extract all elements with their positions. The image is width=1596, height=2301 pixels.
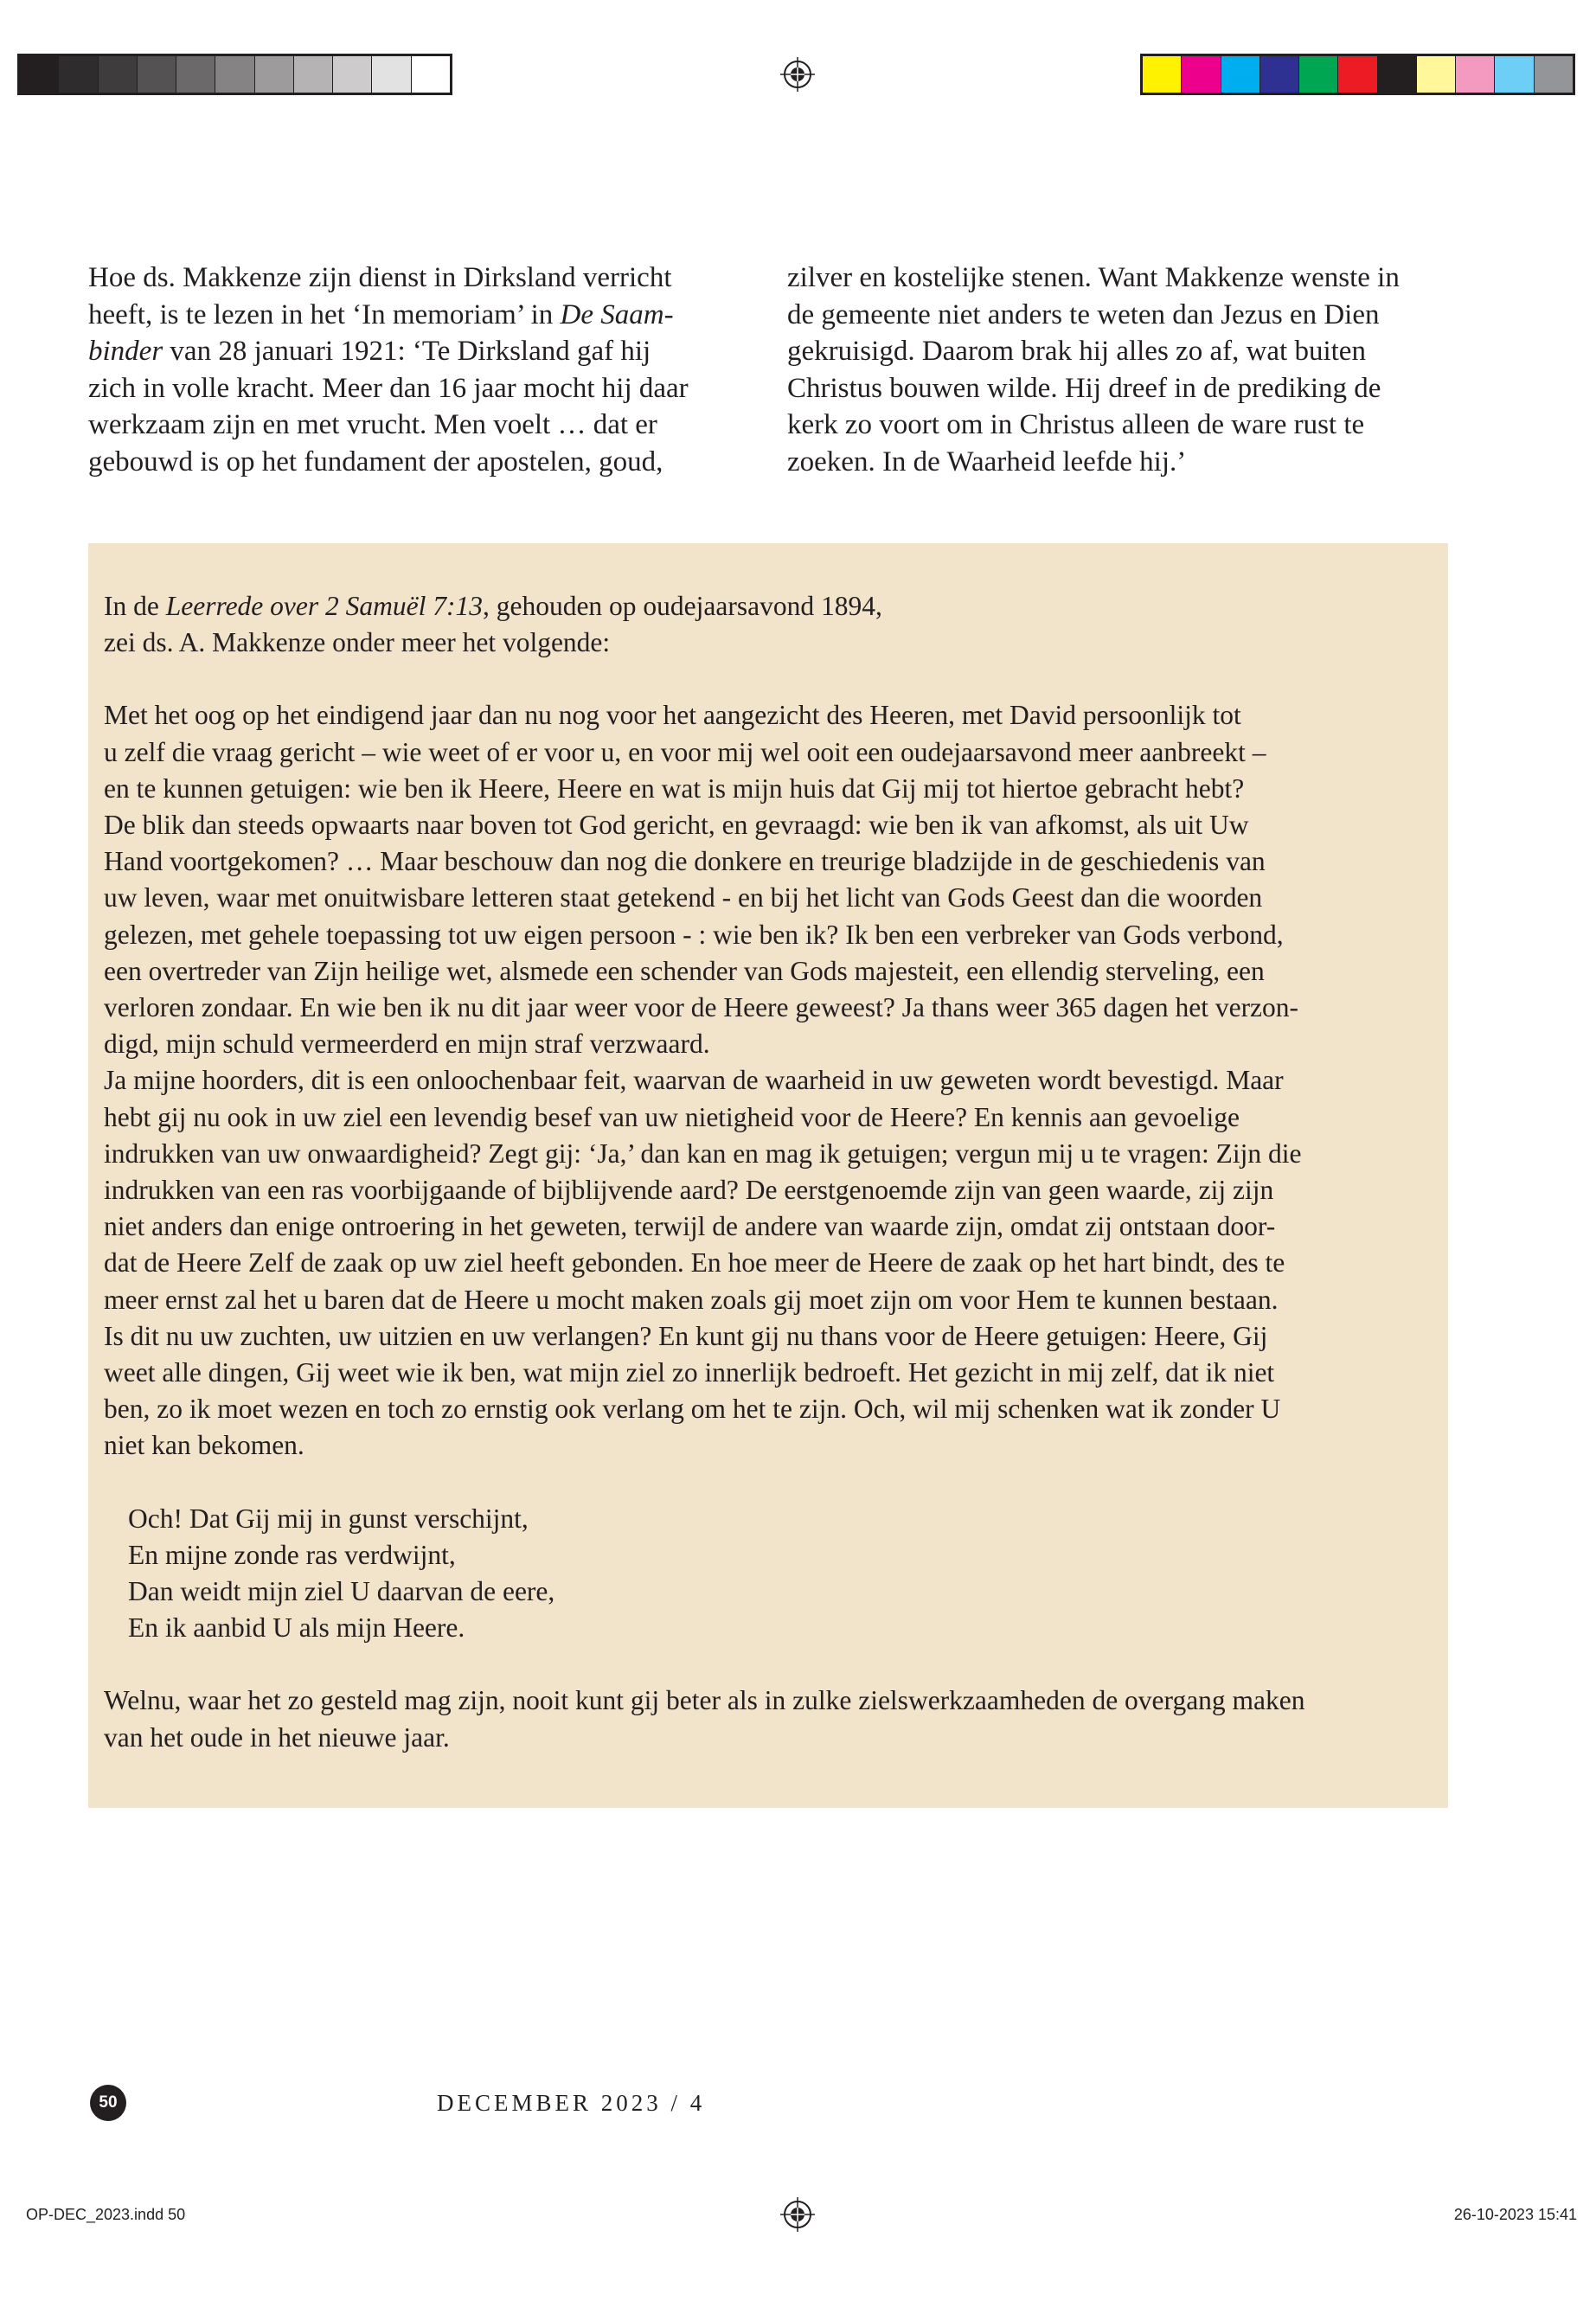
color-swatch [1378, 56, 1417, 93]
date-slug: 26-10-2023 15:41 [1453, 2206, 1577, 2223]
color-swatch [1143, 56, 1182, 93]
quote-line: ben, zo ik moet wezen en toch zo ernstig ook verlang om het te zijn. Och, wil mij schenken wat ik zonder U [104, 1394, 1281, 1425]
verse-line: En ik aanbid U als mijn Heere. [128, 1612, 465, 1644]
body-line: werkzaam zijn en met vrucht. Men voelt … dat er [88, 409, 657, 440]
quote-line: Hand voortgekomen? … Maar beschouw dan nog die donkere en treurige bladzijde in de geschiedenis van [104, 846, 1266, 877]
verse-line: En mijne zonde ras verdwijnt, [128, 1539, 456, 1570]
body-line: zoeken. In de Waarheid leefde hij.’ [787, 445, 1187, 478]
quote-line: meer ernst zal het u baren dat de Heere u mocht maken zoals gij moet zijn om voor Hem te kunnen bestaan. [104, 1284, 1279, 1315]
body-line: binder van 28 januari 1921: ‘Te Dirksland gaf hij [88, 336, 651, 367]
verse-line: Dan weidt mijn ziel U daarvan de eere, [128, 1576, 555, 1607]
verse-line: Och! Dat Gij mij in gunst verschijnt, [128, 1503, 529, 1534]
gray-swatch [99, 56, 138, 93]
sermon-quote-box [88, 543, 1448, 1808]
body-line: heeft, is te lezen in het ‘In memoriam’ in De Saam- [88, 298, 674, 330]
body-line: Christus bouwen wilde. Hij dreef in de prediking de [787, 372, 1381, 404]
quote-line: gelezen, met gehele toepassing tot uw eigen persoon - : wie ben ik? Ik ben een verbreker van Gods verbond, [104, 919, 1284, 950]
quote-intro-line: zei ds. A. Makkenze onder meer het volgende: [104, 627, 611, 658]
quote-line: digd, mijn schuld vermeerderd en mijn straf verzwaard. [104, 1029, 710, 1060]
quote-line: hebt gij nu ook in uw ziel een levendig besef van uw nietigheid voor de Heere? En kennis aan gevoelige [104, 1101, 1240, 1132]
quote-line: De blik dan steeds opwaarts naar boven tot God gericht, en gevraagd: wie ben ik van afkomst, als uit Uw [104, 810, 1249, 841]
quote-line: en te kunnen getuigen: wie ben ik Heere, Heere en wat is mijn huis dat Gij mij tot hiertoe gebracht hebt? [104, 772, 1245, 804]
body-line: zich in volle kracht. Meer dan 16 jaar mocht hij daar [88, 372, 689, 404]
gray-swatch [215, 56, 254, 93]
publication-title: De Saam- [560, 298, 674, 330]
quote-line: indrukken van uw onwaardigheid? Zegt gij: ‘Ja,’ dan kan en mag ik getuigen; vergun mij u te vragen: Zijn die [104, 1138, 1302, 1169]
color-swatch [1260, 56, 1299, 93]
gray-swatch [59, 56, 98, 93]
body-line: gebouwd is op het fundament der apostelen, goud, [88, 445, 663, 478]
article-right-column [787, 260, 1445, 480]
color-swatch [1495, 56, 1534, 93]
registration-mark-icon [780, 2197, 815, 2232]
issue-label: DECEMBER 2023 / 4 [437, 2090, 706, 2116]
color-swatch [1535, 56, 1573, 93]
registration-mark-icon [780, 57, 815, 92]
gray-swatch [412, 56, 450, 93]
gray-swatch [255, 56, 294, 93]
body-line: Hoe ds. Makkenze zijn dienst in Dirksland verricht [88, 262, 672, 293]
quote-line: u zelf die vraag gericht – wie weet of er voor u, en voor mij wel ooit een oudejaarsavond meer aanbreekt – [104, 736, 1266, 767]
page-number-badge: 50 [90, 2085, 126, 2121]
grayscale-color-bar [17, 54, 452, 95]
quote-line: niet kan bekomen. [104, 1430, 304, 1461]
gray-swatch [20, 56, 59, 93]
quote-line: weet alle dingen, Gij weet wie ik ben, wat mijn ziel zo innerlijk bedroeft. Het gezicht in mij zelf, dat ik niet [104, 1357, 1275, 1388]
quote-line: uw leven, waar met onuitwisbare letteren staat getekend - en bij het licht van Gods Geest dan die woorden [104, 882, 1263, 913]
body-line: kerk zo voort om in Christus alleen de ware rust te [787, 409, 1365, 440]
file-slug: OP-DEC_2023.indd 50 [26, 2206, 186, 2223]
quote-line: Welnu, waar het zo gesteld mag zijn, nooit kunt gij beter als in zulke zielswerkzaamheden de overgang maken [104, 1685, 1305, 1716]
quote-line: een overtreder van Zijn heilige wet, alsmede een schender van Gods majesteit, een ellendig sterveling, een [104, 955, 1265, 986]
color-swatch [1456, 56, 1495, 93]
quote-line: verloren zondaar. En wie ben ik nu dit jaar weer voor de Heere geweest? Ja thans weer 365 dagen het verzon- [104, 992, 1299, 1023]
quote-line: van het oude in het nieuwe jaar. [104, 1721, 450, 1753]
quote-line: Ja mijne hoorders, dit is een onloochenbaar feit, waarvan de waarheid in uw geweten wordt bevestigd. Maar [104, 1065, 1284, 1096]
body-line: de gemeente niet anders te weten dan Jezus en Dien [787, 298, 1380, 330]
quote-intro-line: In de Leerrede over 2 Samuël 7:13, gehouden op oudejaarsavond 1894, [104, 591, 882, 621]
color-swatch [1417, 56, 1456, 93]
gray-swatch [138, 56, 176, 93]
color-swatch [1221, 56, 1260, 93]
article-left-column [88, 260, 754, 480]
gray-swatch [294, 56, 333, 93]
color-swatch [1182, 56, 1221, 93]
body-line: zilver en kostelijke stenen. Want Makkenze wenste in [787, 262, 1400, 293]
publication-title: binder [88, 336, 163, 367]
psalm-verse [104, 1501, 1431, 1647]
gray-swatch [333, 56, 372, 93]
sermon-title: Leerrede over 2 Samuël 7:13 [165, 591, 483, 621]
quote-paragraph [104, 1062, 1431, 1464]
quote-line: Is dit nu uw zuchten, uw uitzien en uw verlangen? En kunt gij nu thans voor de Heere getuigen: Heere, Gij [104, 1320, 1268, 1351]
quote-paragraph [104, 697, 1431, 1062]
gray-swatch [176, 56, 215, 93]
gray-swatch [372, 56, 411, 93]
color-swatch [1338, 56, 1377, 93]
quote-line: Met het oog op het eindigend jaar dan nu nog voor het aangezicht des Heeren, met David persoonlijk tot [104, 700, 1241, 731]
quote-line: indrukken van een ras voorbijgaande of bijblijvende aard? De eerstgenoemde zijn van geen waarde, zij zijn [104, 1175, 1274, 1206]
process-color-bar [1140, 54, 1575, 95]
quote-line: niet anders dan enige ontroering in het geweten, terwijl de andere van waarde zijn, omdat zij ontstaan door- [104, 1211, 1276, 1242]
quote-closing-paragraph [104, 1682, 1431, 1755]
color-swatch [1299, 56, 1338, 93]
quote-line: dat de Heere Zelf de zaak op uw ziel heeft gebonden. En hoe meer de Heere de zaak op het hart bindt, des te [104, 1247, 1285, 1279]
body-line: gekruisigd. Daarom brak hij alles zo af, wat buiten [787, 336, 1366, 367]
